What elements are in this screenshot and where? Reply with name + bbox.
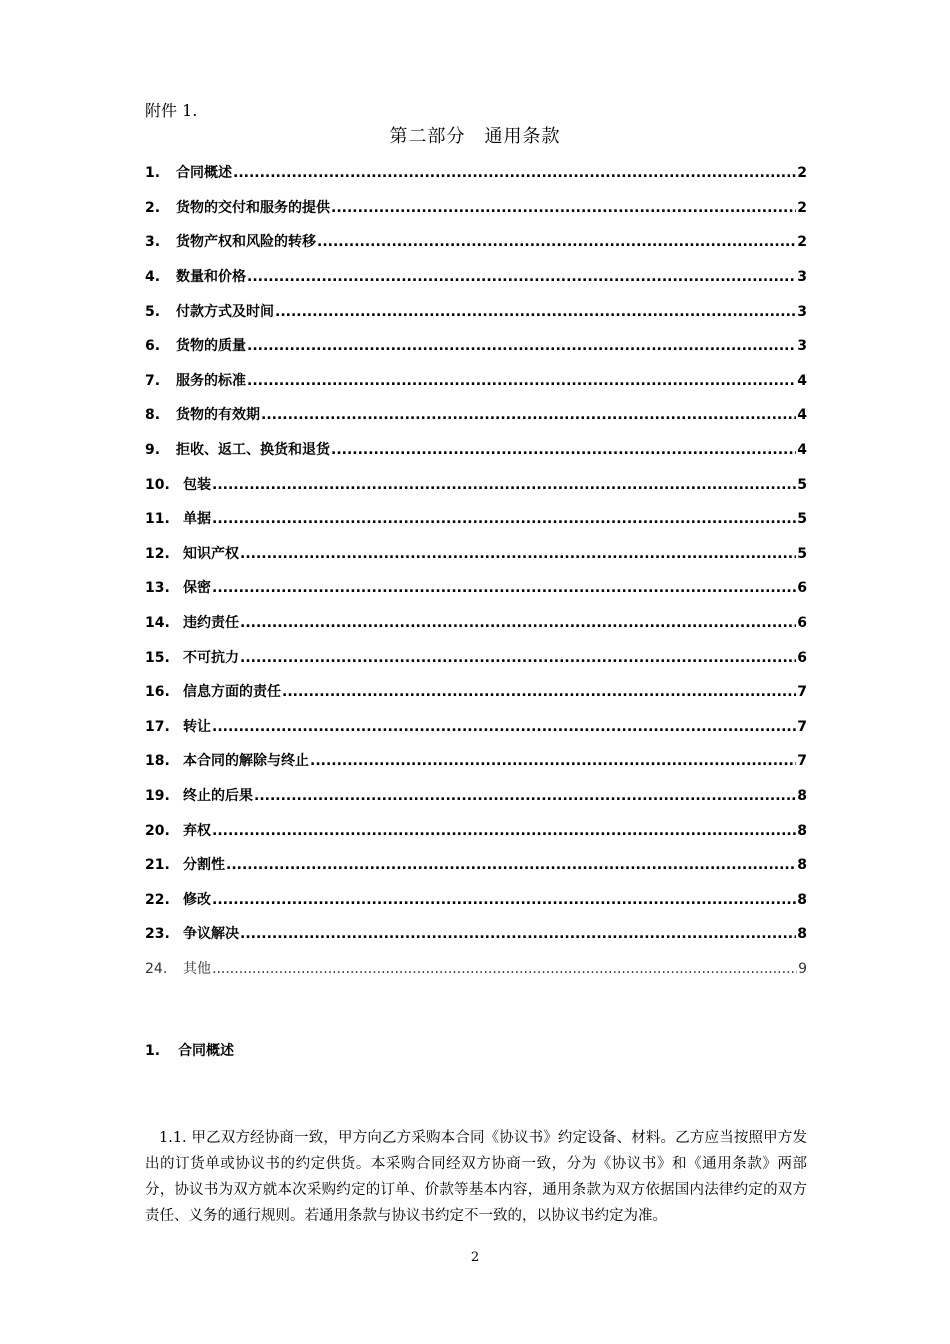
toc-entry-page: 8	[797, 857, 807, 874]
toc-entry-page: 4	[797, 372, 807, 389]
toc-entry-number: 4.	[145, 269, 161, 286]
toc-entry[interactable]	[145, 398, 807, 433]
toc-entry-label: 分割性	[183, 857, 225, 874]
toc-entry[interactable]	[145, 675, 807, 710]
toc-entry-number: 21.	[145, 857, 170, 874]
toc-entry-label: 不可抗力	[183, 649, 239, 666]
toc-entry-label: 违约责任	[183, 615, 239, 632]
toc-dot-leader	[254, 787, 796, 805]
toc-entry-label: 弃权	[183, 822, 211, 839]
toc-dot-leader	[247, 268, 796, 286]
toc-entry-page: 6	[797, 649, 807, 666]
toc-entry-label: 单据	[183, 511, 211, 528]
toc-entry[interactable]	[145, 467, 807, 502]
toc-entry-label: 转让	[183, 718, 211, 735]
section-number: 1.	[145, 1043, 161, 1059]
toc-dot-leader	[310, 752, 796, 770]
toc-dot-leader	[247, 372, 796, 390]
toc-entry-page: 5	[797, 476, 807, 493]
toc-entry-number: 12.	[145, 545, 170, 562]
toc-dot-leader	[233, 164, 796, 182]
toc-entry[interactable]	[145, 917, 807, 952]
toc-entry-label: 货物的有效期	[176, 407, 260, 424]
toc-entry-number: 18.	[145, 753, 170, 770]
section-heading	[145, 1040, 234, 1060]
toc-entry-number: 20.	[145, 822, 170, 839]
toc-entry-label: 修改	[183, 891, 211, 908]
toc-entry-page: 9	[798, 960, 807, 977]
toc-entry-page: 5	[797, 511, 807, 528]
toc-entry[interactable]	[145, 848, 807, 883]
toc-entry-label: 知识产权	[183, 545, 239, 562]
toc-dot-leader	[331, 199, 796, 217]
toc-dot-leader	[282, 683, 796, 701]
toc-entry-number: 3.	[145, 234, 161, 251]
toc-entry-page: 8	[797, 822, 807, 839]
toc-dot-leader	[212, 822, 796, 840]
toc-dot-leader	[212, 579, 796, 597]
page-number: 2	[470, 1250, 480, 1265]
toc-entry-page: 3	[797, 269, 807, 286]
section-paragraph: 1.1. 甲乙双方经协商一致，甲方向乙方采购本合同《协议书》约定设备、材料。乙方应当按照甲方发出的订货单或协议书的约定供货。本采购合同经双方协商一致，分为《协议书》和《通用条款》两部分，协议书为双方就本次采购约定的订单、价款等基本内容，通用条款为双方依据国内法律约定的双方责任、义务的通行规则。若通用条款与协议书约定不一致的，以协议书约定为准。	[145, 1129, 807, 1224]
toc-dot-leader	[212, 891, 796, 909]
toc-dot-leader	[317, 233, 796, 251]
toc-entry-label: 拒收、返工、换货和退货	[176, 442, 330, 459]
toc-entry-number: 1.	[145, 165, 161, 182]
toc-entry-page: 6	[797, 580, 807, 597]
toc-entry-page: 5	[797, 545, 807, 562]
toc-entry[interactable]	[145, 710, 807, 745]
toc-entry[interactable]	[145, 156, 807, 191]
toc-entry-number: 15.	[145, 649, 170, 666]
toc-entry-number: 16.	[145, 684, 170, 701]
toc-dot-leader	[240, 925, 796, 943]
toc-entry-number: 7.	[145, 372, 161, 389]
toc-entry-page: 8	[797, 891, 807, 908]
toc-entry-number: 2.	[145, 199, 161, 216]
toc-dot-leader	[240, 649, 796, 667]
toc-dot-leader	[240, 545, 796, 563]
toc-dot-leader	[275, 303, 796, 321]
toc-entry-number: 9.	[145, 442, 161, 459]
toc-entry[interactable]	[145, 813, 807, 848]
attachment-label: 附件 1.	[145, 101, 198, 120]
toc-entry-label: 数量和价格	[176, 269, 246, 286]
toc-dot-leader	[226, 856, 796, 874]
toc-entry[interactable]	[145, 294, 807, 329]
toc-entry-page: 7	[797, 718, 807, 735]
toc-entry-number: 6.	[145, 338, 161, 355]
toc-entry-label: 本合同的解除与终止	[183, 753, 309, 770]
toc-entry-label: 终止的后果	[183, 787, 253, 804]
toc-entry-page: 8	[797, 787, 807, 804]
toc-dot-leader	[247, 337, 796, 355]
toc-entry[interactable]	[145, 364, 807, 399]
toc-dot-leader	[212, 718, 796, 736]
toc-entry-page: 4	[797, 407, 807, 424]
toc-entry-page: 2	[797, 165, 807, 182]
toc-entry-page: 7	[797, 684, 807, 701]
toc-entry-number: 19.	[145, 787, 170, 804]
toc-entry[interactable]	[145, 225, 807, 260]
toc-entry[interactable]	[145, 640, 807, 675]
toc-entry[interactable]	[145, 571, 807, 606]
toc-entry[interactable]	[145, 606, 807, 641]
toc-dot-leader	[331, 441, 796, 459]
section-title: 合同概述	[178, 1043, 234, 1059]
toc-entry-page: 3	[797, 338, 807, 355]
toc-entry-label: 付款方式及时间	[176, 303, 274, 320]
toc-entry-number: 24.	[145, 960, 168, 977]
toc-entry-label: 服务的标准	[176, 372, 246, 389]
toc-entry-number: 22.	[145, 891, 170, 908]
toc-dot-leader	[212, 476, 796, 494]
toc-entry[interactable]	[145, 744, 807, 779]
toc-dot-leader	[261, 406, 796, 424]
toc-entry-page: 7	[797, 753, 807, 770]
toc-entry-number: 17.	[145, 718, 170, 735]
toc-entry-label: 货物的质量	[176, 338, 246, 355]
toc-entry[interactable]	[145, 537, 807, 572]
toc-dot-leader	[240, 614, 796, 632]
toc-entry[interactable]	[145, 433, 807, 468]
toc-entry[interactable]	[145, 260, 807, 295]
toc-entry-label: 包装	[183, 476, 211, 493]
toc-entry-number: 10.	[145, 476, 170, 493]
toc-entry-label: 保密	[183, 580, 211, 597]
toc-entry[interactable]	[145, 779, 807, 814]
toc-dot-leader	[212, 960, 797, 978]
toc-entry-label: 信息方面的责任	[183, 684, 281, 701]
toc-entry-label: 其他	[183, 960, 211, 977]
toc-entry[interactable]	[145, 952, 807, 987]
toc-entry[interactable]	[145, 191, 807, 226]
toc-entry-page: 8	[797, 926, 807, 943]
toc-entry-label: 货物产权和风险的转移	[176, 234, 316, 251]
page-title: 第二部分 通用条款	[389, 126, 561, 147]
toc-entry-number: 14.	[145, 615, 170, 632]
toc-entry-page: 2	[797, 234, 807, 251]
toc-entry[interactable]	[145, 882, 807, 917]
toc-entry-label: 争议解决	[183, 926, 239, 943]
toc-entry-number: 13.	[145, 580, 170, 597]
table-of-contents	[145, 156, 807, 986]
toc-entry[interactable]	[145, 502, 807, 537]
toc-entry-number: 11.	[145, 511, 170, 528]
toc-entry-page: 4	[797, 442, 807, 459]
toc-entry-number: 8.	[145, 407, 161, 424]
toc-entry-page: 6	[797, 615, 807, 632]
toc-entry-page: 2	[797, 199, 807, 216]
toc-entry[interactable]	[145, 329, 807, 364]
toc-dot-leader	[212, 510, 796, 528]
toc-entry-number: 23.	[145, 926, 170, 943]
toc-entry-label: 合同概述	[176, 165, 232, 182]
toc-entry-page: 3	[797, 303, 807, 320]
toc-entry-number: 5.	[145, 303, 161, 320]
toc-entry-label: 货物的交付和服务的提供	[176, 199, 330, 216]
